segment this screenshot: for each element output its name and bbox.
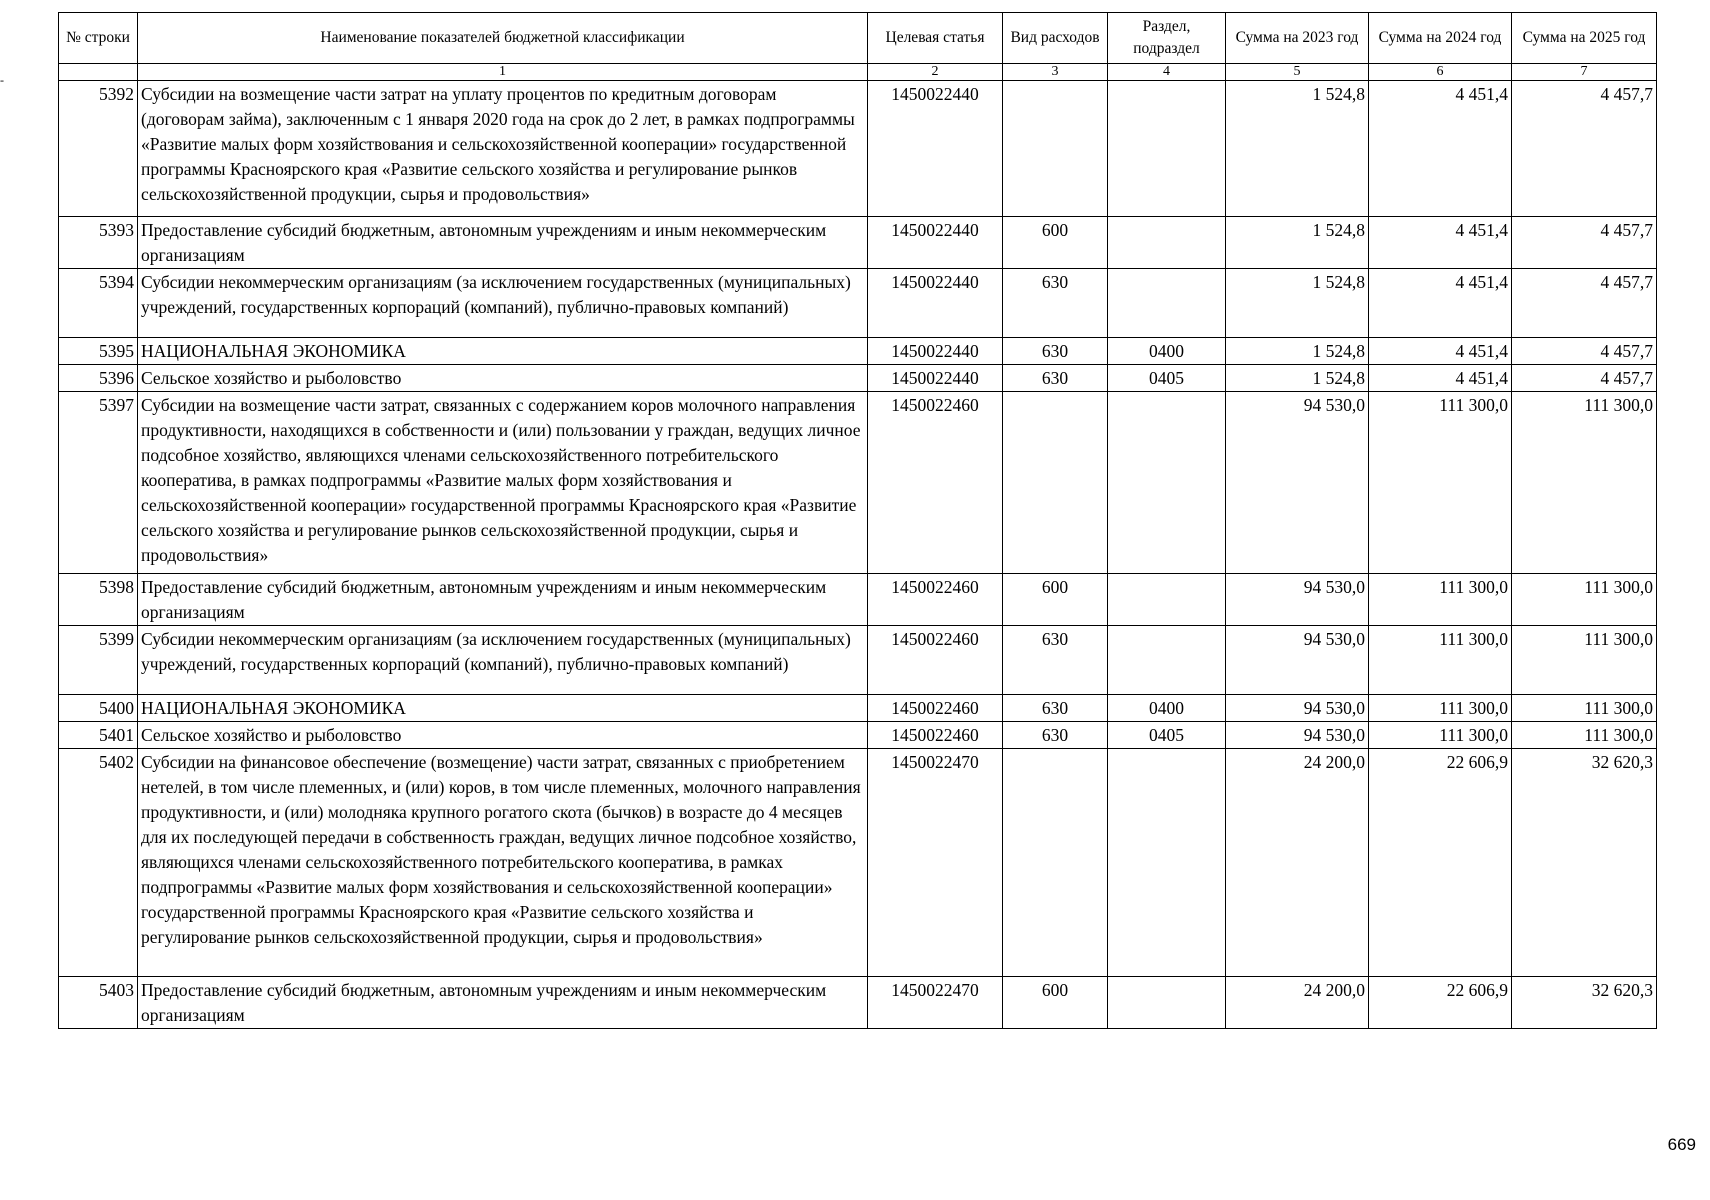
row-number: 5392 [59, 81, 138, 217]
sum-2023: 94 530,0 [1226, 392, 1369, 574]
section-code [1108, 81, 1226, 217]
expense-kind: 630 [1003, 722, 1108, 749]
sum-2025: 32 620,3 [1512, 749, 1657, 977]
sum-2023: 1 524,8 [1226, 365, 1369, 392]
row-name: НАЦИОНАЛЬНАЯ ЭКОНОМИКА [138, 695, 868, 722]
sum-2023: 94 530,0 [1226, 722, 1369, 749]
sum-2023: 1 524,8 [1226, 81, 1369, 217]
table-row [59, 338, 1657, 365]
expense-kind: 630 [1003, 626, 1108, 695]
header-kind: Вид расходов [1003, 13, 1108, 64]
header-name: Наименование показателей бюджетной классификации [138, 13, 868, 64]
row-name: Предоставление субсидий бюджетным, автономным учреждениям и иным некоммерческим организациям [138, 217, 868, 269]
target-article: 1450022470 [868, 749, 1003, 977]
target-article: 1450022460 [868, 722, 1003, 749]
sum-2023: 94 530,0 [1226, 695, 1369, 722]
sum-2024: 4 451,4 [1369, 81, 1512, 217]
sum-2024: 4 451,4 [1369, 217, 1512, 269]
header-sum-2023: Сумма на 2023 год [1226, 13, 1369, 64]
row-number: 5397 [59, 392, 138, 574]
section-code: 0400 [1108, 695, 1226, 722]
header-target: Целевая статья [868, 13, 1003, 64]
sum-2024: 111 300,0 [1369, 574, 1512, 626]
row-name: НАЦИОНАЛЬНАЯ ЭКОНОМИКА [138, 338, 868, 365]
table-row [59, 217, 1657, 269]
row-name: Субсидии на финансовое обеспечение (возмещение) части затрат, связанных с приобретением нетелей, в том числе племенных, и (или) коров, в том числе племенных, молочного направления продуктивности, и (или) молодняка крупного рогатого скота (бычков) в возрасте до 4 месяцев для их последующей передачи в собственность граждан, ведущих личное подсобное хозяйство, являющихся членами сельскохозяйственного потребительского кооператива, в рамках подпрограммы «Развитие малых форм хозяйствования и сельскохозяйственной кооперации» государственной программы Красноярского края «Развитие сельского хозяйства и регулирование рынков сельскохозяйственной продукции, сырья и продовольствия» [138, 749, 868, 977]
sum-2024: 22 606,9 [1369, 749, 1512, 977]
table-row [59, 977, 1657, 1029]
row-number: 5403 [59, 977, 138, 1029]
row-number: 5396 [59, 365, 138, 392]
sum-2025: 111 300,0 [1512, 574, 1657, 626]
expense-kind [1003, 392, 1108, 574]
column-number: 3 [1003, 64, 1108, 81]
target-article: 1450022470 [868, 977, 1003, 1029]
sum-2024: 111 300,0 [1369, 722, 1512, 749]
section-code: 0400 [1108, 338, 1226, 365]
sum-2025: 111 300,0 [1512, 626, 1657, 695]
section-code [1108, 392, 1226, 574]
section-code: 0405 [1108, 365, 1226, 392]
table-row [59, 365, 1657, 392]
row-name: Сельское хозяйство и рыболовство [138, 365, 868, 392]
target-article: 1450022440 [868, 338, 1003, 365]
sum-2025: 32 620,3 [1512, 977, 1657, 1029]
row-number: 5393 [59, 217, 138, 269]
expense-kind: 600 [1003, 217, 1108, 269]
sum-2023: 94 530,0 [1226, 574, 1369, 626]
row-name: Предоставление субсидий бюджетным, автономным учреждениям и иным некоммерческим организациям [138, 574, 868, 626]
sum-2023: 1 524,8 [1226, 338, 1369, 365]
row-number: 5394 [59, 269, 138, 338]
sum-2024: 111 300,0 [1369, 695, 1512, 722]
column-number: 2 [868, 64, 1003, 81]
section-code [1108, 749, 1226, 977]
sum-2023: 1 524,8 [1226, 269, 1369, 338]
table-row [59, 626, 1657, 695]
row-number: 5398 [59, 574, 138, 626]
target-article: 1450022460 [868, 626, 1003, 695]
table-row [59, 392, 1657, 574]
sum-2024: 4 451,4 [1369, 338, 1512, 365]
sum-2023: 94 530,0 [1226, 626, 1369, 695]
sum-2025: 4 457,7 [1512, 365, 1657, 392]
sum-2024: 111 300,0 [1369, 626, 1512, 695]
expense-kind [1003, 749, 1108, 977]
target-article: 1450022460 [868, 392, 1003, 574]
column-number: 7 [1512, 64, 1657, 81]
column-number: 4 [1108, 64, 1226, 81]
target-article: 1450022440 [868, 365, 1003, 392]
table-row [59, 695, 1657, 722]
table-row [59, 269, 1657, 338]
page-number: 669 [1667, 1135, 1696, 1154]
column-numbers-row [59, 64, 1657, 81]
sum-2025: 4 457,7 [1512, 269, 1657, 338]
sum-2023: 1 524,8 [1226, 217, 1369, 269]
sum-2025: 111 300,0 [1512, 722, 1657, 749]
row-number: 5402 [59, 749, 138, 977]
column-number [59, 64, 138, 81]
sum-2024: 4 451,4 [1369, 269, 1512, 338]
target-article: 1450022440 [868, 81, 1003, 217]
header-sum-2024: Сумма на 2024 год [1369, 13, 1512, 64]
row-name: Субсидии некоммерческим организациям (за исключением государственных (муниципальных) учреждений, государственных корпораций (компаний), публично-правовых компаний) [138, 269, 868, 338]
table-row [59, 749, 1657, 977]
section-code [1108, 217, 1226, 269]
sum-2025: 4 457,7 [1512, 217, 1657, 269]
row-name: Сельское хозяйство и рыболовство [138, 722, 868, 749]
margin-mark: - [0, 73, 4, 87]
row-number: 5401 [59, 722, 138, 749]
section-code: 0405 [1108, 722, 1226, 749]
header-row-no: № строки [59, 13, 138, 64]
sum-2025: 111 300,0 [1512, 392, 1657, 574]
section-code [1108, 269, 1226, 338]
section-code [1108, 626, 1226, 695]
target-article: 1450022440 [868, 269, 1003, 338]
row-name: Субсидии на возмещение части затрат, связанных с содержанием коров молочного направления продуктивности, находящихся в собственности и (или) пользовании у граждан, ведущих личное подсобное хозяйство, являющихся членами сельскохозяйственного потребительского кооператива, в рамках подпрограммы «Развитие малых форм хозяйствования и сельскохозяйственной кооперации» государственной программы Красноярского края «Развитие сельского хозяйства и регулирование рынков сельскохозяйственной продукции, сырья и продовольствия» [138, 392, 868, 574]
header-row [59, 13, 1657, 64]
row-name: Предоставление субсидий бюджетным, автономным учреждениям и иным некоммерческим организациям [138, 977, 868, 1029]
row-name: Субсидии на возмещение части затрат на уплату процентов по кредитным договорам (договорам займа), заключенным с 1 января 2020 года на срок до 2 лет, в рамках подпрограммы «Развитие малых форм хозяйствования и сельскохозяйственной кооперации» государственной программы Красноярского края «Развитие сельского хозяйства и регулирование рынков сельскохозяйственной продукции, сырья и продовольствия» [138, 81, 868, 217]
expense-kind: 630 [1003, 695, 1108, 722]
row-number: 5399 [59, 626, 138, 695]
expense-kind [1003, 81, 1108, 217]
header-section: Раздел, подраздел [1108, 13, 1226, 64]
section-code [1108, 977, 1226, 1029]
sum-2023: 24 200,0 [1226, 977, 1369, 1029]
table-row [59, 81, 1657, 217]
sum-2024: 4 451,4 [1369, 365, 1512, 392]
sum-2025: 4 457,7 [1512, 338, 1657, 365]
expense-kind: 630 [1003, 269, 1108, 338]
sum-2025: 4 457,7 [1512, 81, 1657, 217]
expense-kind: 630 [1003, 365, 1108, 392]
target-article: 1450022460 [868, 574, 1003, 626]
column-number: 5 [1226, 64, 1369, 81]
sum-2023: 24 200,0 [1226, 749, 1369, 977]
header-sum-2025: Сумма на 2025 год [1512, 13, 1657, 64]
expense-kind: 630 [1003, 338, 1108, 365]
table-row [59, 574, 1657, 626]
expense-kind: 600 [1003, 977, 1108, 1029]
row-name: Субсидии некоммерческим организациям (за исключением государственных (муниципальных) учреждений, государственных корпораций (компаний), публично-правовых компаний) [138, 626, 868, 695]
row-number: 5395 [59, 338, 138, 365]
expense-kind: 600 [1003, 574, 1108, 626]
target-article: 1450022440 [868, 217, 1003, 269]
section-code [1108, 574, 1226, 626]
budget-table [58, 12, 1657, 1029]
table-row [59, 722, 1657, 749]
column-number: 6 [1369, 64, 1512, 81]
sum-2025: 111 300,0 [1512, 695, 1657, 722]
row-number: 5400 [59, 695, 138, 722]
column-number: 1 [138, 64, 868, 81]
sum-2024: 111 300,0 [1369, 392, 1512, 574]
sum-2024: 22 606,9 [1369, 977, 1512, 1029]
target-article: 1450022460 [868, 695, 1003, 722]
